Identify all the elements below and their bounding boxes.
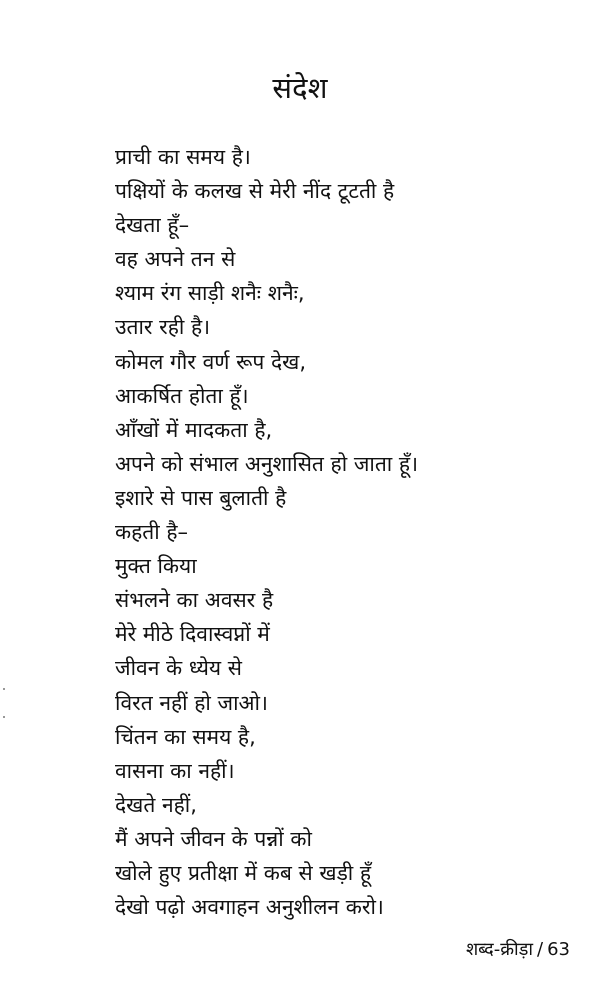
poem-line: कोमल गौर वर्ण रूप देख, xyxy=(115,349,307,374)
poem-line: आकर्षित होता हूँ। xyxy=(115,383,249,408)
poem-title: संदेश xyxy=(272,71,328,105)
poem-line: इशारे से पास बुलाती है xyxy=(115,485,287,510)
poem-line: जीवन के ध्येय से xyxy=(115,656,242,681)
poem-line: श्याम रंग साड़ी शनैः शनैः, xyxy=(115,281,305,306)
poem-line: मैं अपने जीवन के पन्नों को xyxy=(115,826,312,851)
poem-line: आँखों में मादकता है, xyxy=(115,417,273,442)
poem-line: वासना का नहीं। xyxy=(115,758,235,783)
poem-line: संभलने का अवसर है xyxy=(115,588,274,613)
poem-line: देखो पढ़ो अवगाहन अनुशीलन करो। xyxy=(115,895,384,920)
poem-line: मेरे मीठे दिवास्वप्नों में xyxy=(115,622,270,647)
poem-line: कहती है– xyxy=(115,520,189,545)
poem-line: पक्षियों के कलख से मेरी नींद टूटती है xyxy=(115,179,395,204)
poem-line: वह अपने तन से xyxy=(115,247,236,272)
page-number: 63 xyxy=(547,939,570,960)
poem-line: उतार रही है। xyxy=(115,315,211,340)
poem-line: अपने को संभाल अनुशासित हो जाता हूँ। xyxy=(115,451,419,476)
poem-line: चिंतन का समय है, xyxy=(115,724,256,749)
poem-body xyxy=(115,140,570,924)
poem-line: मुक्त किया xyxy=(115,554,197,579)
poem-line: प्राची का समय है। xyxy=(115,145,251,169)
poem-line: खोले हुए प्रतीक्षा में कब से खड़ी हूँ xyxy=(115,860,372,885)
poem-line: विरत नहीं हो जाओ। xyxy=(115,690,268,715)
scan-specks xyxy=(3,688,7,720)
poem-line: देखता हूँ– xyxy=(115,213,190,238)
poem-line: देखते नहीं, xyxy=(115,792,197,817)
footer-separator: / xyxy=(537,939,544,960)
page-footer xyxy=(466,936,570,964)
book-title: शब्द-क्रीड़ा xyxy=(465,939,534,960)
